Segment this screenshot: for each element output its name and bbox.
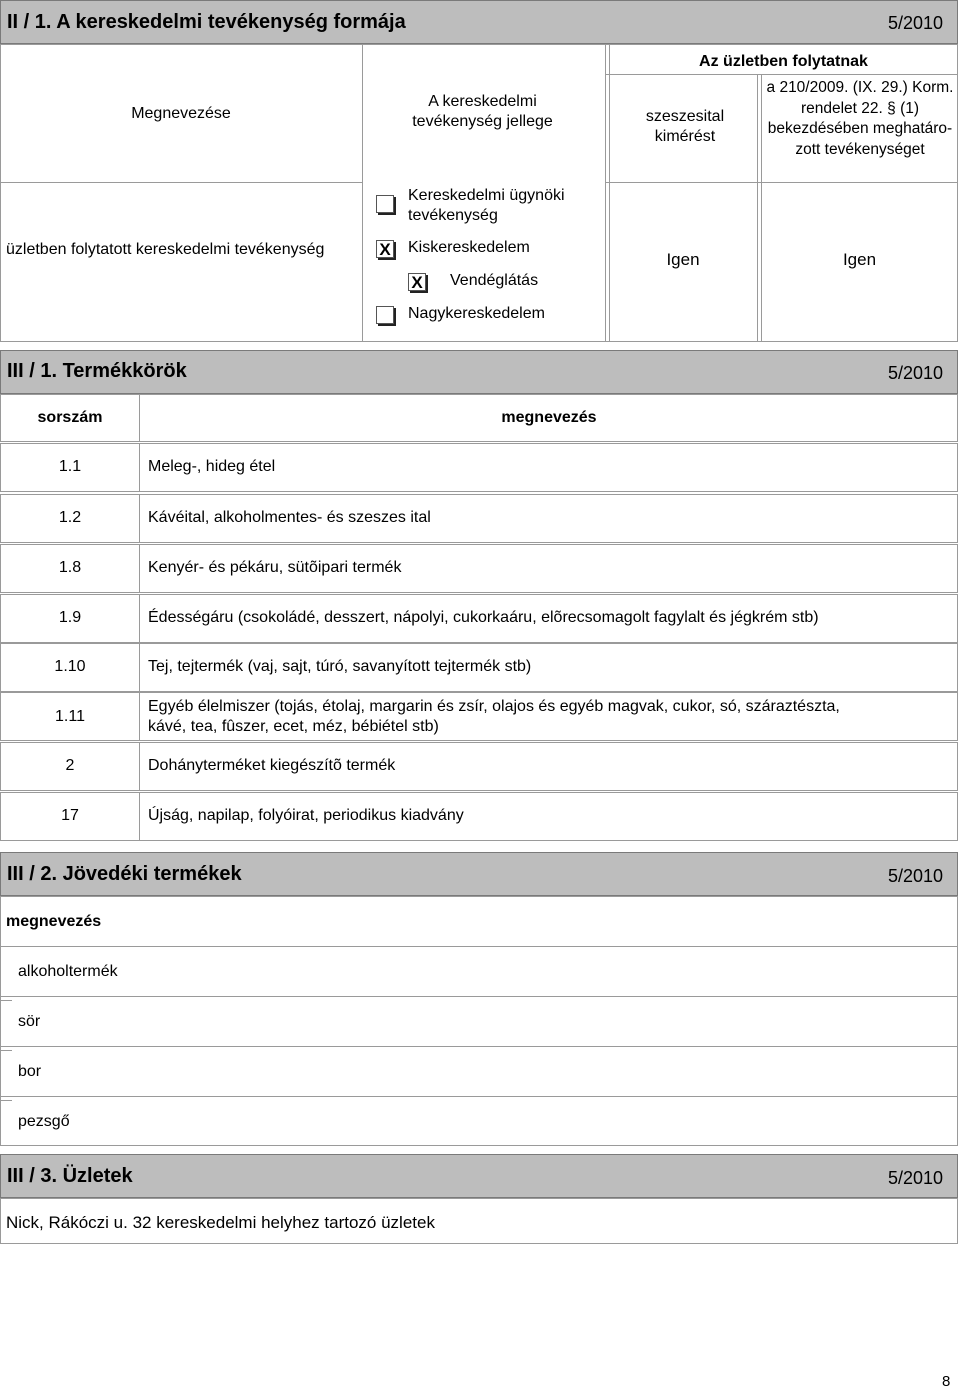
row-name-line1: Egyéb élelmiszer (tojás, étolaj, margarin és zsír, olajos és egyéb magvak, cukor, só, száraztészta, xyxy=(148,698,840,715)
section-ii-title-bar xyxy=(0,0,958,44)
row-number: 17 xyxy=(61,807,79,824)
row-rendelet-value: Igen xyxy=(842,250,877,269)
header-jellege: A kereskedelmi tevékenység jellege xyxy=(412,93,553,130)
checkbox-nagykereskedelem[interactable] xyxy=(376,306,394,324)
row-name: Kávéital, alkoholmentes- és szeszes ital xyxy=(148,509,431,526)
table-row xyxy=(0,792,958,841)
row-number: 1.9 xyxy=(58,609,82,626)
row-number: 1.10 xyxy=(54,658,86,675)
divider xyxy=(0,996,958,997)
checkbox-vendeglatas[interactable]: X xyxy=(408,273,426,291)
section-iii2-title-bar xyxy=(0,852,958,896)
row-name: Édességáru (csokoládé, desszert, nápolyi, cukorkaáru, elõrecsomagolt fagylalt és jégkrém stb) xyxy=(148,609,819,626)
divider xyxy=(139,693,140,740)
divider xyxy=(0,182,362,183)
checkbox-kiskereskedelem[interactable]: X xyxy=(376,240,394,258)
divider xyxy=(0,1096,958,1097)
header-sorszam: sorszám xyxy=(37,409,103,426)
divider xyxy=(139,595,140,642)
divider xyxy=(139,793,140,840)
section-iii3-title: III / 3. Üzletek xyxy=(7,1165,133,1187)
list-item: pezsgő xyxy=(18,1113,70,1130)
page-number: 8 xyxy=(942,1373,951,1390)
divider xyxy=(605,44,606,342)
table-row xyxy=(0,544,958,593)
divider xyxy=(0,946,958,947)
header-megnevezes: megnevezés xyxy=(501,409,597,426)
row-number: 1.8 xyxy=(58,559,82,576)
divider xyxy=(139,743,140,790)
section-iii1-date: 5/2010 xyxy=(887,363,943,383)
checkbox-ugynoki[interactable] xyxy=(376,195,394,213)
row-number: 2 xyxy=(65,757,75,774)
section-ii-date: 5/2010 xyxy=(887,13,943,33)
list-item: bor xyxy=(18,1063,42,1080)
section-iii1-title: III / 1. Termékkörök xyxy=(7,360,187,382)
divider xyxy=(139,644,140,691)
header-megnevezes-jovedeki: megnevezés xyxy=(6,913,102,930)
row-szeszesital-value: Igen xyxy=(666,250,700,269)
row-name: Tej, tejtermék (vaj, sajt, túró, savanyított tejtermék stb) xyxy=(148,658,532,675)
divider xyxy=(139,444,140,491)
shops-text: Nick, Rákóczi u. 32 kereskedelmi helyhez tartozó üzletek xyxy=(6,1213,435,1232)
divider xyxy=(139,495,140,542)
row-name: üzletben folytatott kereskedelmi tevékenység xyxy=(6,241,325,258)
row-name: Kenyér- és pékáru, sütõipari termék xyxy=(148,559,402,576)
option-nagykereskedelem: Nagykereskedelem xyxy=(408,305,545,322)
section-iii2-date: 5/2010 xyxy=(887,866,943,886)
header-szeszesital: szeszesital kimérést xyxy=(645,108,725,145)
section-iii3-date: 5/2010 xyxy=(887,1168,943,1188)
table-row xyxy=(0,742,958,791)
divider xyxy=(0,1046,958,1047)
table-header xyxy=(0,394,958,442)
table-row xyxy=(0,692,958,741)
row-name: Újság, napilap, folyóirat, periodikus kiadvány xyxy=(148,807,464,824)
row-name: Dohányterméket kiegészítõ termék xyxy=(148,757,396,774)
table-row xyxy=(0,643,958,692)
header-group: Az üzletben folytatnak xyxy=(699,53,868,70)
divider xyxy=(605,182,958,183)
list-item: alkoholtermék xyxy=(18,963,118,980)
divider xyxy=(609,44,610,342)
option-kiskereskedelem: Kiskereskedelem xyxy=(408,239,530,256)
row-name: Meleg-, hideg étel xyxy=(148,458,276,475)
divider xyxy=(757,74,758,342)
option-ugynoki: Kereskedelmi ügynöki tevékenység xyxy=(408,187,565,224)
table-row xyxy=(0,443,958,492)
section-iii2-table xyxy=(0,896,958,1146)
divider xyxy=(0,1050,12,1051)
table-row xyxy=(0,494,958,543)
header-megnevezese: Megnevezése xyxy=(131,105,231,122)
divider xyxy=(139,545,140,592)
header-rendelet: a 210/2009. (IX. 29.) Korm. rendelet 22. § (1) bekezdésében meghatáro- zott tevékenységet xyxy=(766,79,954,158)
row-name-line2: kávé, tea, fûszer, ecet, méz, bébiétel stb) xyxy=(148,718,439,735)
section-iii2-title: III / 2. Jövedéki termékek xyxy=(7,863,242,885)
table-row xyxy=(0,594,958,643)
section-iii1-title-bar xyxy=(0,350,958,394)
row-number: 1.11 xyxy=(55,708,85,725)
divider xyxy=(0,1000,12,1001)
option-vendeglatas: Vendéglátás xyxy=(450,272,539,289)
section-iii3-title-bar xyxy=(0,1154,958,1198)
divider xyxy=(362,44,363,342)
divider xyxy=(0,1100,12,1101)
row-number: 1.1 xyxy=(58,458,82,475)
list-item: sör xyxy=(18,1013,41,1030)
section-ii-title: II / 1. A kereskedelmi tevékenység formája xyxy=(7,11,406,33)
row-number: 1.2 xyxy=(58,509,82,526)
divider xyxy=(605,74,958,75)
